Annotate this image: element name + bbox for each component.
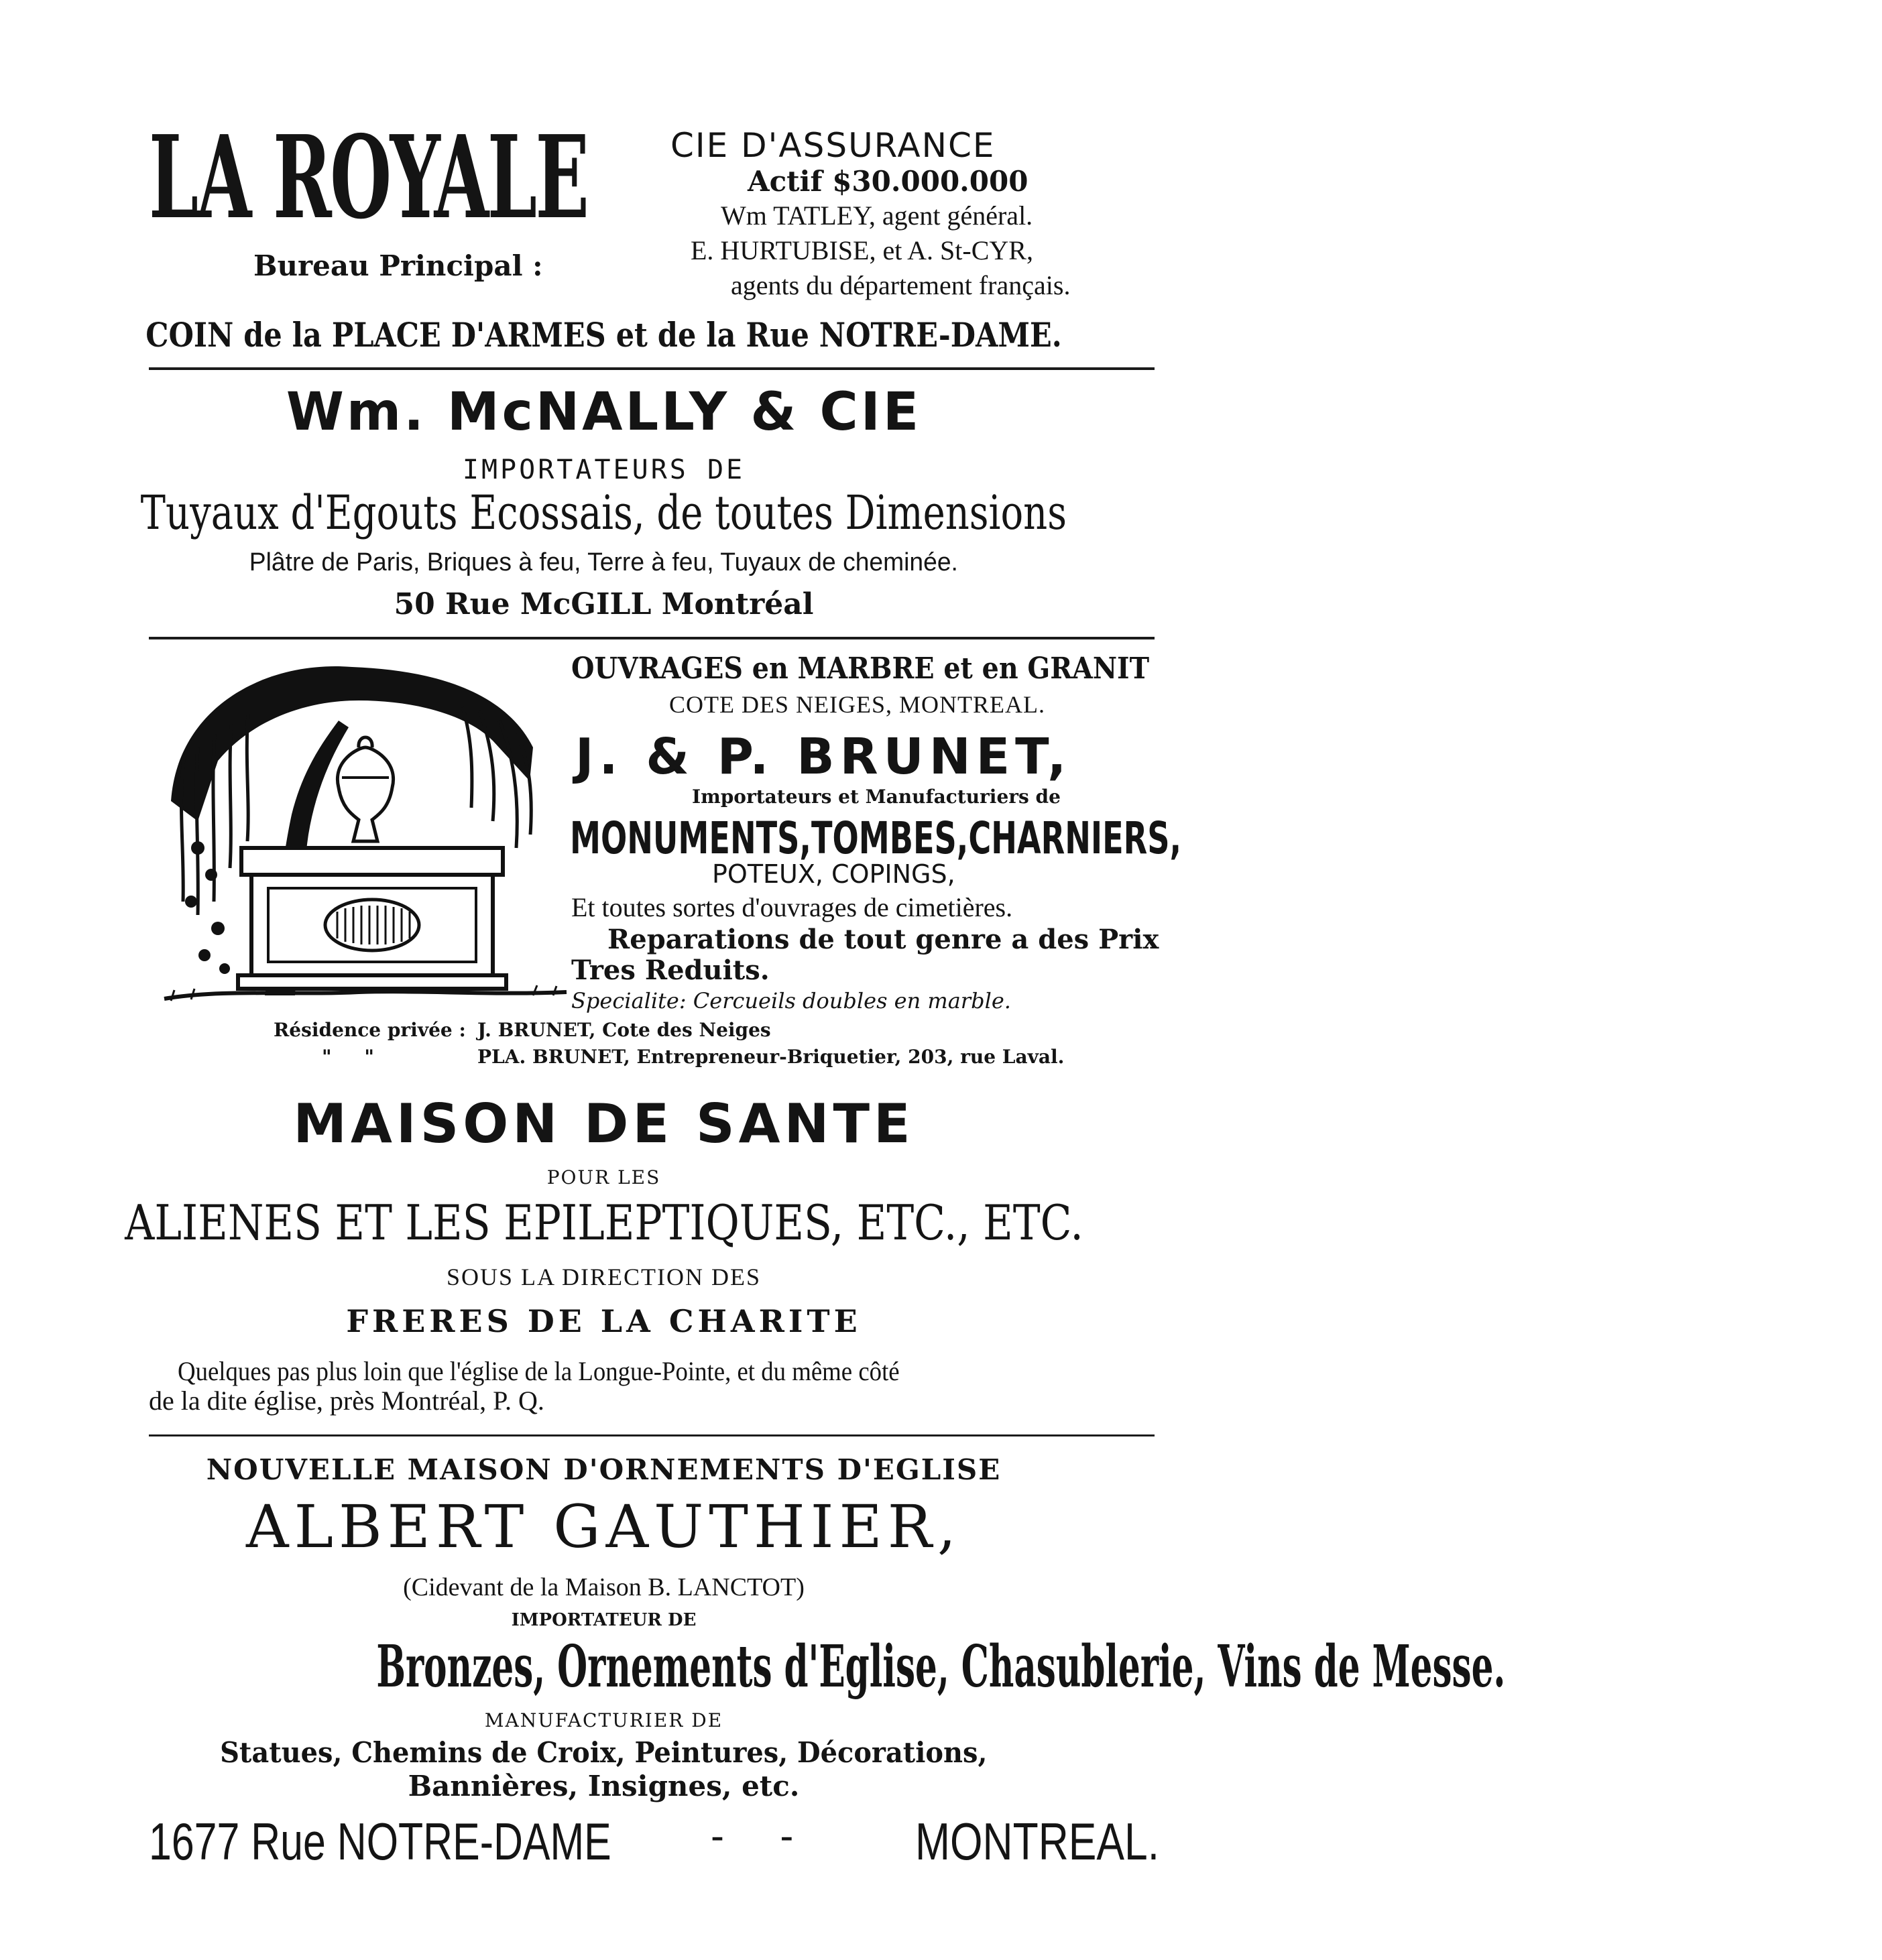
- mcnally-importers: IMPORTATEURS DE: [462, 454, 746, 485]
- brunet-posts: POTEUX, COPINGS,: [712, 859, 955, 889]
- sante-title: MAISON DE SANTE: [293, 1093, 915, 1155]
- gauthier-items-1: Statues, Chemins de Croix, Peintures, Décorations,: [220, 1736, 988, 1769]
- sante-subject: ALIENES ET LES EPILEPTIQUES, ETC., ETC.: [124, 1195, 1083, 1251]
- brunet-residence-value: J. BRUNET, Cote des Neiges: [477, 1019, 771, 1041]
- brunet-location: COTE DES NEIGES, MONTREAL.: [669, 691, 1045, 718]
- gauthier-header: NOUVELLE MAISON D'ORNEMENTS D'EGLISE: [206, 1453, 1002, 1486]
- willow-monument-illustration: [158, 647, 573, 1009]
- gauthier-address: 1677 Rue NOTRE-DAME: [149, 1812, 611, 1871]
- divider-3: [149, 1434, 1155, 1436]
- sante-location-1: Quelques pas plus loin que l'église de la Longue-Pointe, et du même côté: [178, 1356, 900, 1386]
- brunet-repairs-2: Tres Reduits.: [571, 955, 770, 986]
- sante-location-2: de la dite église, près Montréal, P. Q.: [149, 1386, 544, 1416]
- sante-direction: SOUS LA DIRECTION DES: [446, 1264, 762, 1290]
- gauthier-items-2: Bannières, Insignes, etc.: [408, 1770, 800, 1802]
- mcnally-name: Wm. McNALLY & CIE: [286, 382, 922, 442]
- divider-2: [149, 637, 1155, 639]
- brunet-pla: PLA. BRUNET, Entrepreneur-Briquetier, 203, rue Laval.: [477, 1046, 1065, 1068]
- brunet-repairs-1: Reparations de tout genre a des Prix: [607, 924, 1159, 955]
- royale-name: LA ROYALE: [149, 111, 588, 245]
- brunet-monuments: MONUMENTS,TOMBES,CHARNIERS,: [570, 812, 1182, 864]
- divider-1: [149, 367, 1155, 370]
- mcnally-materials: Plâtre de Paris, Briques à feu, Terre à feu, Tuyaux de cheminée.: [249, 548, 959, 576]
- royale-address: COIN de la PLACE D'ARMES et de la Rue NOTRE-DAME.: [145, 315, 1062, 355]
- gauthier-city: MONTREAL.: [915, 1812, 1160, 1871]
- gauthier-name: ALBERT GAUTHIER,: [246, 1492, 961, 1561]
- sante-pour: POUR LES: [546, 1166, 661, 1188]
- royale-assets: Actif $30.000.000: [748, 165, 1028, 198]
- brunet-name: J. & P. BRUNET,: [575, 728, 1072, 786]
- gauthier-formerly: (Cidevant de la Maison B. LANCTOT): [403, 1573, 805, 1601]
- brunet-specialty: Specialite: Cercueils doubles en marble.: [571, 988, 1011, 1014]
- gauthier-dashes: - -: [711, 1813, 794, 1858]
- gauthier-manufacturer: MANUFACTURIER DE: [484, 1709, 723, 1731]
- sante-freres: FRERES DE LA CHARITE: [346, 1303, 862, 1339]
- royale-company: CIE D'ASSURANCE: [670, 126, 996, 165]
- brunet-ditto: " ": [322, 1046, 374, 1068]
- brunet-cemetery: Et toutes sortes d'ouvrages de cimetières.: [571, 892, 1013, 922]
- mcnally-address: 50 Rue McGILL Montréal: [394, 587, 814, 621]
- gauthier-importer: IMPORTATEUR DE: [511, 1610, 697, 1630]
- royale-dept-agents-1: E. HURTUBISE, et A. St-CYR,: [691, 235, 1033, 265]
- brunet-works: OUVRAGES en MARBRE et en GRANIT: [571, 652, 1150, 686]
- royale-agent: Wm TATLEY, agent général.: [721, 200, 1033, 231]
- brunet-role: Importateurs et Manufacturiers de: [692, 786, 1061, 808]
- royale-dept-agents-2: agents du département français.: [731, 270, 1071, 300]
- mcnally-products: Tuyaux d'Egouts Ecossais, de toutes Dimensions: [140, 485, 1067, 540]
- royale-office-label: Bureau Principal :: [253, 249, 543, 282]
- gauthier-products: Bronzes, Ornements d'Eglise, Chasublerie, Vins de Messe.: [376, 1633, 1506, 1701]
- brunet-residence-label: Résidence privée :: [274, 1019, 466, 1041]
